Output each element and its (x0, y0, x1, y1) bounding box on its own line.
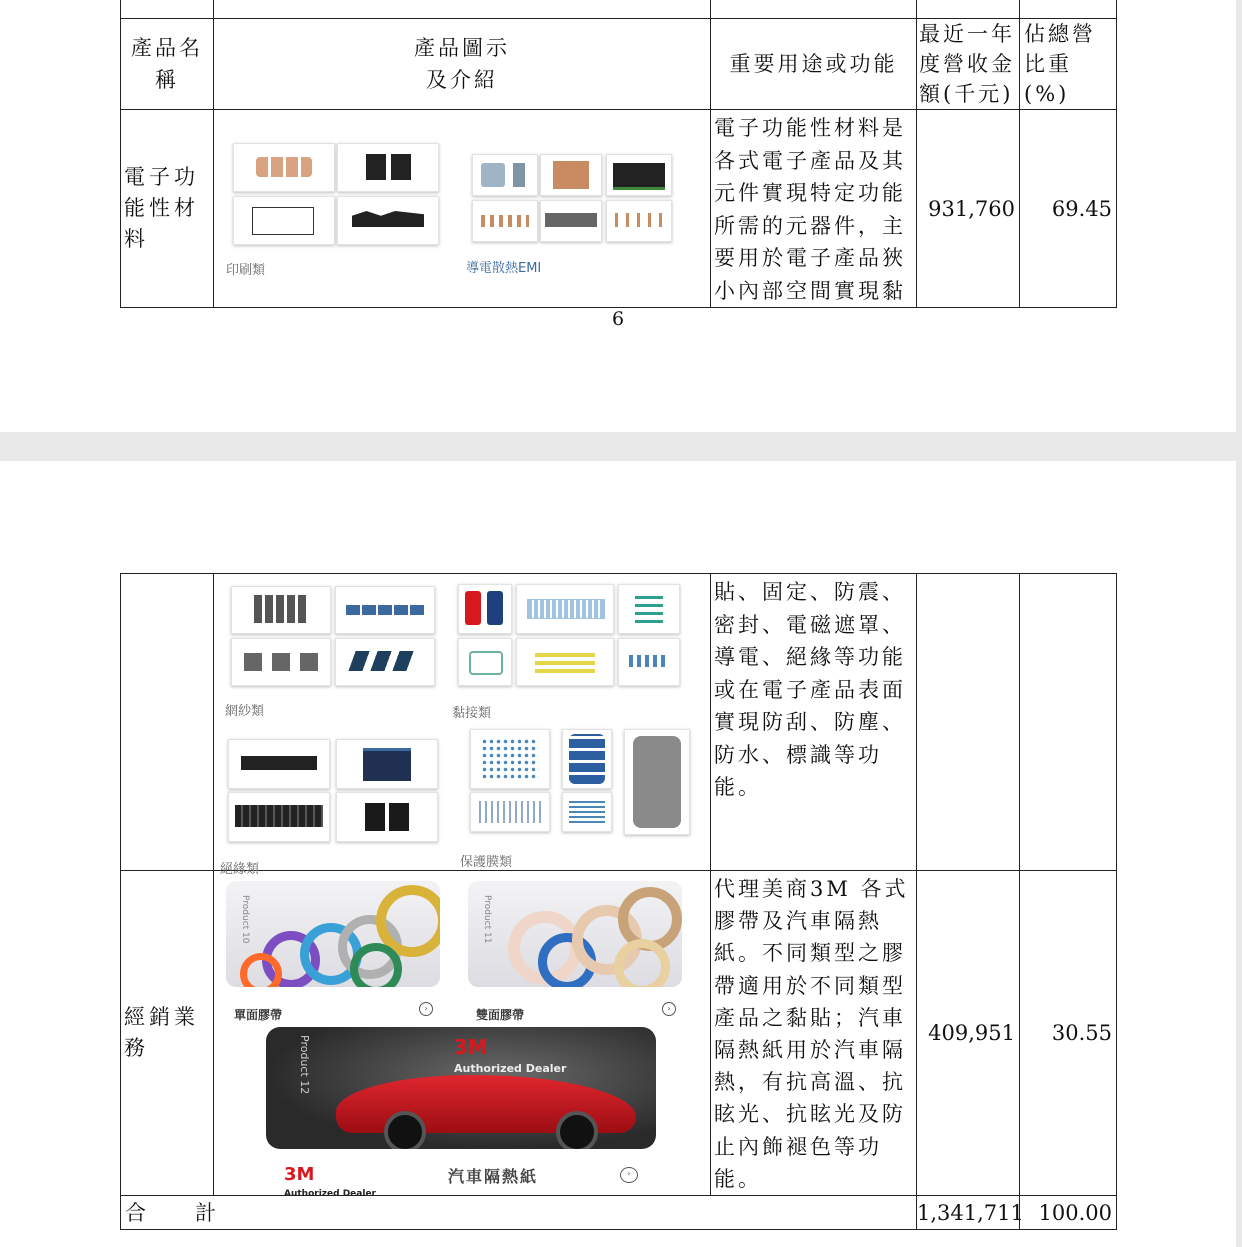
protect-thumb-5 (562, 792, 612, 832)
caption-adhesive: 黏接類 (452, 706, 492, 721)
header-usage: 重要用途或功能 (711, 19, 917, 110)
caption-insulation: 絕緣類 (220, 862, 260, 877)
row2-usage: 代理美商3M 各式膠帶及汽車隔熱紙。不同類型之膠帶適用於不同類型產品之黏貼；汽車隔熱紙用於汽車隔熱，有抗高溫、抗眩光、抗眩光及防止內飾褪色等功能。 (711, 871, 917, 1196)
footer-dealer-text: Authorized Dealer (284, 1189, 376, 1199)
header-revenue: 最近一年度營收金額(千元) (917, 19, 1020, 110)
mesh-thumb-2 (335, 586, 435, 634)
print-emi-figure (214, 110, 710, 304)
header-product-image (214, 19, 711, 110)
adhesive-thumb-3 (618, 584, 680, 634)
row1-revenue: 931,760 (917, 110, 1020, 308)
caption-film: 汽車隔熱紙 (448, 1167, 539, 1186)
mesh-thumb-3 (231, 638, 331, 686)
row1-usage-part1: 電子功能性材料是各式電子產品及其元件實現特定功能所需的元器件，主要用於電子產品狹小內部空間實現黏 (711, 110, 917, 308)
row2-product-name: 經銷業務 (121, 871, 214, 1196)
insulation-thumb-2 (336, 739, 438, 789)
row1-cont-revenue (917, 574, 1020, 871)
table-header-row (121, 19, 1117, 110)
table-total-row (121, 1196, 1117, 1230)
row1-product-name: 電子功能性材料 (121, 110, 214, 308)
row2-product-images (214, 871, 711, 1199)
adhesive-thumb-2 (516, 584, 614, 634)
car-film-photo (266, 1027, 656, 1149)
double-tape-arrow-icon[interactable]: › (662, 1002, 676, 1016)
row1-cont-name (121, 574, 214, 871)
product12-label: Product 12 (298, 1035, 311, 1095)
product-table-bottom (120, 573, 1117, 1230)
single-tape-photo (226, 881, 440, 987)
caption-mesh: 網紗類 (225, 704, 265, 719)
table-row-electronic-materials (121, 110, 1117, 308)
row1-product-images (214, 110, 711, 308)
insulation-thumb-4 (336, 792, 438, 842)
print-thumb-1 (233, 143, 335, 192)
product11-label: Product 11 (482, 895, 492, 944)
caption-emi: 導電散熱EMI (466, 261, 542, 276)
document-page-1 (0, 0, 1236, 432)
single-tape-arrow-icon[interactable]: › (419, 1002, 433, 1016)
row1-cont-share (1020, 574, 1117, 871)
page-number: 6 (611, 308, 625, 330)
total-share: 100.00 (1020, 1196, 1117, 1230)
row1-cont-images (214, 574, 711, 877)
caption-print: 印刷類 (226, 263, 266, 278)
mesh-thumb-4 (335, 638, 435, 686)
product10-label: Product 10 (240, 895, 250, 944)
insulation-thumb-1 (228, 739, 330, 789)
emi-thumb-1 (472, 154, 538, 196)
caption-single-tape: 單面膠帶 (234, 1008, 283, 1022)
protect-thumb-3 (624, 729, 690, 835)
double-tape-photo (468, 881, 682, 987)
protect-thumb-1 (470, 729, 550, 789)
header-share: 佔總營比重(%) (1020, 19, 1117, 110)
header-product-name: 產品名稱 (121, 19, 214, 110)
table-row-electronic-materials-cont (121, 574, 1117, 871)
emi-thumb-3 (606, 154, 672, 196)
total-label: 合 計 (121, 1196, 917, 1230)
product-table-top (120, 0, 1117, 308)
mesh-adhesive-insulation-figure (214, 574, 710, 877)
tape-film-figure (214, 871, 710, 1199)
film-arrow-icon[interactable]: › (620, 1167, 638, 1183)
emi-thumb-2 (540, 154, 602, 196)
emi-thumb-5 (540, 200, 602, 242)
row2-share: 30.55 (1020, 871, 1117, 1196)
row2-revenue: 409,951 (917, 871, 1020, 1196)
adhesive-thumb-4 (458, 638, 512, 686)
row1-usage-part2: 貼、固定、防震、密封、電磁遮罩、導電、絕緣等功能或在電子產品表面實現防刮、防塵、防水、標識等功能。 (711, 574, 917, 871)
total-revenue: 1,341,711 (917, 1196, 1020, 1230)
banner-dealer-text: Authorized Dealer (454, 1062, 567, 1075)
header-image-line2: 及介紹 (426, 68, 498, 92)
row1-share: 69.45 (1020, 110, 1117, 308)
table-row-distribution (121, 871, 1117, 1196)
print-thumb-4 (337, 196, 439, 245)
adhesive-thumb-1 (458, 584, 512, 634)
emi-thumb-6 (606, 200, 672, 242)
adhesive-thumb-6 (618, 638, 680, 686)
banner-3m-logo: 3M (454, 1035, 488, 1059)
print-thumb-3 (233, 196, 335, 245)
protect-thumb-2 (562, 729, 612, 789)
caption-double-tape: 雙面膠帶 (476, 1008, 525, 1022)
footer-3m-logo: 3M (284, 1164, 315, 1185)
table-top-spacer-row (121, 0, 1117, 19)
mesh-thumb-1 (231, 586, 331, 634)
emi-thumb-4 (472, 200, 538, 242)
document-page-2 (0, 461, 1236, 1247)
print-thumb-2 (337, 143, 439, 192)
adhesive-thumb-5 (516, 638, 614, 686)
protect-thumb-4 (470, 792, 550, 832)
insulation-thumb-3 (228, 792, 330, 842)
header-image-line1: 產品圖示 (414, 36, 510, 60)
caption-protect: 保護膜類 (460, 855, 513, 870)
